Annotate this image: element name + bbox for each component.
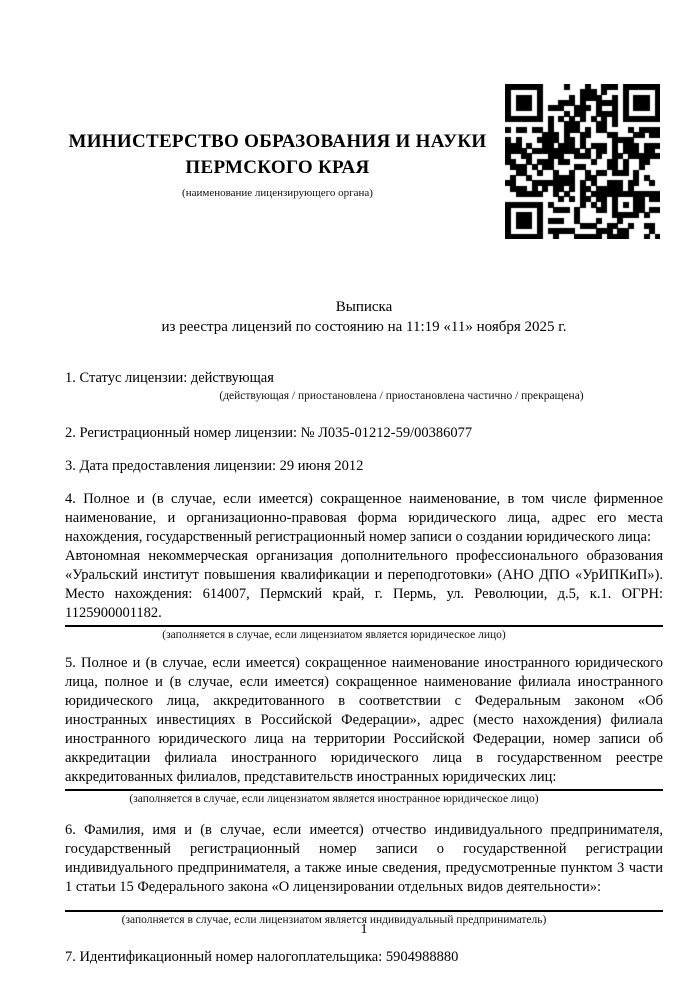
- foreign-entity-label: 5. Полное и (в случае, если имеется) сокращенное наименование иностранного юридического лица, полное и (в случае, если имеется) сокращенное наименование филиала иностранного юридического лица, аккредитованного в соответствии с Федеральным законом «Об иностранных инвестициях в Российской Федерации», адрес (место нахождения) филиала иностранного юридического лица на территории Российской Федерации, номер записи об аккредитации филиала иностранного юридического лица в государственном реестре аккредитованных филиалов, представительств иностранных юридических лиц:: [65, 655, 663, 785]
- foreign-entity-section: [65, 654, 663, 806]
- individual-entrepreneur-label: 6. Фамилия, имя и (в случае, если имеется) отчество индивидуального предпринимателя, государственный регистрационный номер записи о государственной регистрации индивидуального предпринимателя, а также иные сведения, предусмотренные пунктом 3 части 1 статьи 15 Федерального закона «О лицензировании отдельных видов деятельности»:: [65, 822, 663, 895]
- taxpayer-id: 7. Идентификационный номер налогоплательщика: 5904988880: [65, 949, 459, 965]
- qr-code: [505, 84, 660, 239]
- foreign-entity-caption: (заполняется в случае, если лицензиатом является иностранное юридическое лицо): [129, 793, 539, 805]
- document-title-line1: Выписка: [335, 299, 393, 315]
- license-registration-number: 2. Регистрационный номер лицензии: № Л035-01212-59/00386077: [65, 425, 473, 441]
- individual-entrepreneur-caption: (заполняется в случае, если лицензиатом является индивидуальный предприниматель): [121, 914, 547, 926]
- legal-entity-section: [65, 490, 663, 642]
- ministry-caption: (наименование лицензирующего органа): [182, 187, 373, 199]
- legal-entity-underline: [65, 625, 663, 627]
- license-grant-date: 3. Дата предоставления лицензии: 29 июня 2012: [65, 458, 364, 474]
- individual-entrepreneur-underline: [65, 910, 663, 912]
- document-title: [65, 297, 663, 337]
- ministry-name-line1: МИНИСТЕРСТВО ОБРАЗОВАНИЯ И НАУКИ: [68, 131, 487, 152]
- ministry-name-line2: ПЕРМСКОГО КРАЯ: [185, 157, 370, 178]
- individual-entrepreneur-section: [65, 821, 663, 927]
- document-title-line2: из реестра лицензий по состоянию на 11:19 «11» ноября 2025 г.: [161, 319, 567, 335]
- legal-entity-label: 4. Полное и (в случае, если имеется) сокращенное наименование, в том числе фирменное наименование, и организационно-правовая форма юридического лица, адрес его места нахождения, государственный регистрационный номер записи о создании юридического лица:: [65, 491, 663, 545]
- document-body: [65, 297, 663, 967]
- license-status: 1. Статус лицензии: действующая: [65, 370, 274, 386]
- foreign-entity-underline: [65, 789, 663, 791]
- legal-entity-caption: (заполняется в случае, если лицензиатом является юридическое лицо): [162, 629, 506, 641]
- licensing-authority-header: [65, 129, 490, 200]
- page-number: 1: [360, 922, 368, 937]
- license-status-caption: (действующая / приостановлена / приостановлена частично / прекращена): [219, 390, 584, 402]
- legal-entity-value: Автономная некоммерческая организация дополнительного профессионального образования «Уральский институт повышения квалификации и переподготовки» (АНО ДПО «УрИПКиП»). Место нахождения: 614007, Пермский край, г. Пермь, ул. Революции, д.5, к.1. ОГРН: 1125900001182.: [65, 548, 663, 621]
